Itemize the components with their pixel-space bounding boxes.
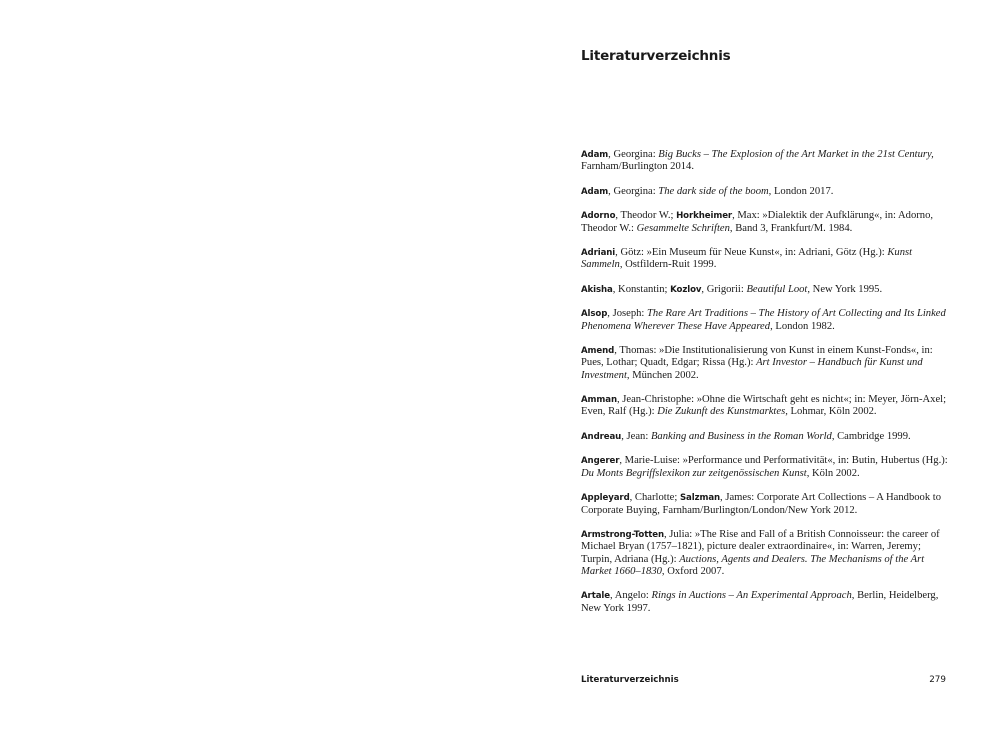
bibliography-list <box>581 149 949 627</box>
entry-text: , Thomas: »Die Institutionalisierung von Kunst in einem Kunst-Fonds«, in: Pues, Lothar; Quadt, Edgar; Rissa (Hg.): <box>581 345 933 369</box>
author-surname: Alsop <box>581 309 608 320</box>
entry-text: , Max: »Dialektik der Aufklärung«, in: Adorno, Theodor W.: <box>581 210 934 234</box>
work-title: The Rare Art Traditions – The History of Art Collecting and Its Linked Phenomena Wherever These Have Appeared <box>581 308 946 332</box>
entry-text: , Georgina: <box>608 149 659 160</box>
entry-text: , Oxford 2007. <box>661 565 725 577</box>
author-surname: Amman <box>581 395 617 406</box>
bibliography-entry <box>581 394 949 419</box>
author-surname: Salzman <box>679 493 721 504</box>
entry-text: , Charlotte; <box>629 492 680 504</box>
author-surname: Kozlov <box>670 284 702 295</box>
author-surname: Armstrong-Totten <box>581 530 664 540</box>
bibliography-entry <box>581 284 949 296</box>
page-number: 279 <box>929 675 946 685</box>
work-title: Banking and Business in the Roman World <box>650 430 832 442</box>
bibliography-entry <box>581 455 949 480</box>
work-title: Gesammelte Schriften <box>636 222 730 234</box>
author-surname: Adriani <box>581 248 616 259</box>
bibliography-entry <box>581 529 949 578</box>
entry-text: London 2017. <box>771 185 834 197</box>
entry-text: , Band 3, Frankfurt/M. 1984. <box>729 222 853 234</box>
work-title: Auctions, Agents and Dealers. The Mechanisms of the Art Market 1660–1830 <box>581 553 925 577</box>
bibliography-entry <box>581 247 949 272</box>
author-surname: Andreau <box>581 431 622 442</box>
author-surname: Adam <box>581 150 609 160</box>
entry-text: , Ostfildern-Ruit 1999. <box>619 259 717 271</box>
work-title: Big Bucks – The Explosion of the Art Market in the 21st Century, <box>658 149 934 160</box>
bibliography-entry <box>581 186 949 198</box>
entry-text: , New York 1995. <box>807 283 883 295</box>
entry-text: , James: Corporate Art Collections – A Handbook to Corporate Buying, Farnham/Burlington/London/New York 2012. <box>581 492 942 516</box>
entry-text: , Cambridge 1999. <box>831 430 911 442</box>
page-title: Literaturverzeichnis <box>581 48 731 64</box>
entry-text: , Theodor W.; <box>615 210 677 222</box>
bibliography-entry <box>581 492 949 517</box>
bibliography-entry <box>581 345 949 382</box>
entry-text: , London 1982. <box>770 320 835 332</box>
author-surname: Adorno <box>581 211 616 222</box>
entry-text: , Joseph: <box>607 308 648 320</box>
entry-text: , Marie-Luise: »Performance und Performativität«, in: Butin, Hubertus (Hg.): <box>619 455 948 467</box>
entry-text: , Köln 2002. <box>806 467 860 479</box>
work-title: Art Investor – Handbuch für Kunst und Investment <box>581 357 923 381</box>
entry-text: , Jean-Christophe: »Ohne die Wirtschaft geht es nicht«; in: Meyer, Jörn-Axel; Even, Ralf (Hg.): <box>581 394 947 418</box>
work-title: Du Monts Begriffslexikon zur zeitgenössischen Kunst <box>581 467 807 479</box>
entry-text: , Götz: »Ein Museum für Neue Kunst«, in: Adriani, Götz (Hg.): <box>615 247 888 259</box>
bibliography-entry <box>581 308 949 333</box>
entry-text: , Grigorii: <box>701 283 747 295</box>
entry-text: , Konstantin; <box>612 283 671 295</box>
author-surname: Adam <box>581 186 609 197</box>
entry-text: , Georgina: <box>608 185 659 197</box>
bibliography-entry <box>581 431 949 443</box>
author-surname: Horkheimer <box>676 211 733 222</box>
work-title: Die Zukunft des Kunstmarktes <box>657 406 786 418</box>
bibliography-entry <box>581 149 949 174</box>
entry-text: , Angelo: <box>609 590 652 602</box>
entry-text: , Jean: <box>621 430 651 442</box>
entry-text: , Lohmar, Köln 2002. <box>785 406 877 418</box>
work-title: Rings in Auctions – An Experimental Approach <box>651 590 852 602</box>
work-title: The dark side of the boom, <box>658 185 772 197</box>
entry-text: Farnham/Burlington 2014. <box>581 161 694 173</box>
author-surname: Amend <box>581 346 615 357</box>
author-surname: Artale <box>581 591 610 602</box>
entry-text: , Julia: »The Rise and Fall of a British Connoisseur: the career of Michael Bryan (1757–1821), picture dealer extraordinaire«, in: Warren, Jeremy; Turpin, Adriana (Hg.): <box>581 529 940 565</box>
bibliography-entry <box>581 210 949 235</box>
work-title: Kunst Sammeln <box>581 247 913 271</box>
author-surname: Angerer <box>581 456 620 467</box>
bibliography-entry <box>581 590 949 615</box>
work-title: Beautiful Loot <box>746 283 808 295</box>
entry-text: , München 2002. <box>626 369 699 381</box>
entry-text: , Berlin, Heidelberg, New York 1997. <box>581 590 939 614</box>
author-surname: Akisha <box>581 284 613 295</box>
running-footer-title: Literaturverzeichnis <box>581 675 679 685</box>
author-surname: Appleyard <box>581 493 630 504</box>
